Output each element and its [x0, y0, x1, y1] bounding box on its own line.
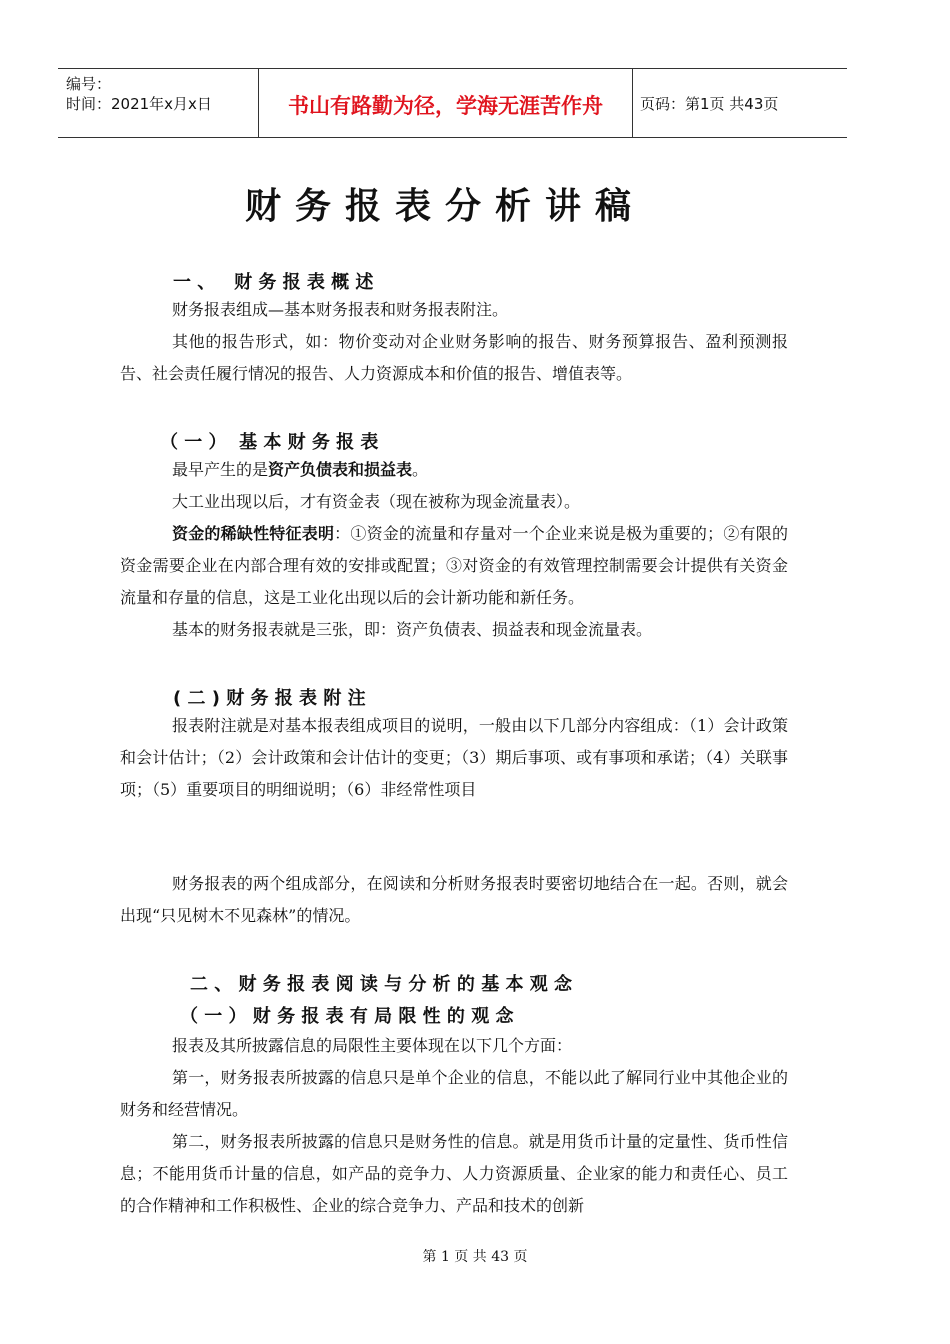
section-1-1-paragraph-2: 大工业出现以后，才有资金表（现在被称为现金流量表）。 — [172, 492, 581, 511]
bold-text-run: 资金的稀缺性特征表明 — [172, 524, 335, 543]
bold-text-run: 资产负债表和损益表 — [268, 460, 413, 479]
header-meta-cell — [58, 69, 259, 137]
document-title: 财务报表分析讲稿 — [244, 186, 645, 227]
number-label: 编号： — [66, 75, 112, 93]
section-1-1-paragraph-1 — [120, 454, 788, 486]
page-footer: 第 1 页 共 43 页 — [422, 1249, 528, 1265]
section-1-2-paragraph-1: 报表附注就是对基本报表组成项目的说明，一般由以下几部分内容组成：（1）会计政策和会计估计；（2）会计政策和会计估计的变更；（3）期后事项、或有事项和承诺；（4）关联事项；（5）重要项目的明细说明；（6）非经常性项目 — [120, 716, 788, 799]
text-run: ：①资金的流量和存量对一个企业来说是极为重要的；②有限的资金需要企业在内部合理有效的安排或配置；③对资金的有效管理控制需要会计提供有关资金流量和存量的信息，这是工业化出现以后的会计新功能和新任务。 — [120, 524, 788, 607]
section-1-1-paragraph-4: 基本的财务报表就是三张，即：资产负债表、损益表和现金流量表。 — [172, 620, 653, 639]
motto-text: 书山有路勤为径，学海无涯苦作舟 — [288, 94, 603, 118]
text-run: 最早产生的是 — [172, 460, 269, 479]
section-2-heading: 二 、 财 务 报 表 阅 读 与 分 析 的 基 本 观 念 — [190, 974, 572, 995]
page-header-table — [58, 68, 847, 138]
section-1-1-paragraph-3 — [120, 518, 788, 614]
section-2-paragraph-3: 第二，财务报表所披露的信息只是财务性的信息。就是用货币计量的定量性、货币性信息；不能用货币计量的信息，如产品的竞争力、人力资源质量、企业家的能力和责任心、员工的合作精神和工作积极性、企业的综合竞争力、产品和技术的创新 — [120, 1132, 788, 1215]
section-1-2-paragraph-2: 财务报表的两个组成部分，在阅读和分析财务报表时要密切地结合在一起。否则，就会出现“只见树木不见森林”的情况。 — [120, 874, 788, 925]
section-2-paragraph-2: 第一，财务报表所披露的信息只是单个企业的信息，不能以此了解同行业中其他企业的财务和经营情况。 — [120, 1068, 788, 1119]
header-motto-cell — [259, 69, 633, 137]
section-1-1-heading: （ 一 ） 基 本 财 务 报 表 — [160, 432, 379, 453]
section-2-paragraph-1: 报表及其所披露信息的局限性主要体现在以下几个方面： — [172, 1036, 573, 1055]
text-run: 。 — [412, 460, 429, 479]
time-label: 时间：2021年x月x日 — [66, 95, 212, 113]
section-1-2-heading: ( 二 ) 财 务 报 表 附 注 — [173, 688, 366, 709]
page-info: 页码：第1页 共43页 — [640, 95, 779, 113]
section-1-paragraph-2: 其他的报告形式，如：物价变动对企业财务影响的报告、财务预算报告、盈利预测报告、社会责任履行情况的报告、人力资源成本和价值的报告、增值表等。 — [120, 332, 788, 383]
section-1-paragraph-1: 财务报表组成—基本财务报表和财务报表附注。 — [172, 300, 509, 319]
section-2-1-heading: （ 一 ） 财 务 报 表 有 局 限 性 的 观 念 — [180, 1006, 514, 1027]
section-1-heading: 一 、 财 务 报 表 概 述 — [173, 272, 374, 293]
